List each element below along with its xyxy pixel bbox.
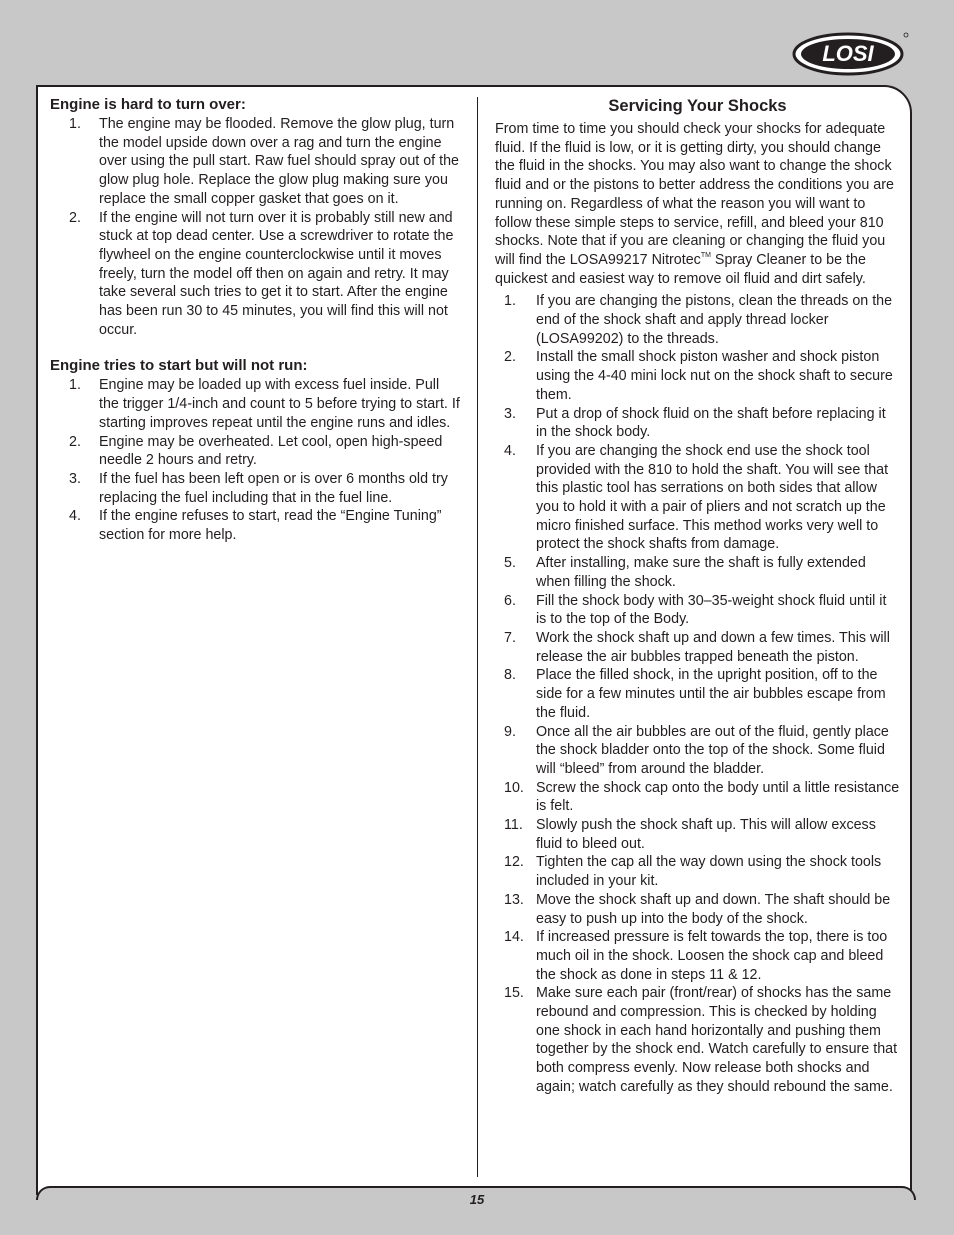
item-number: 3. — [69, 470, 81, 487]
item-text: If increased pressure is felt towards the top, there is too much oil in the shock. Loosen the shock cap and bleed the shock as done in steps 11 & 12. — [536, 929, 888, 983]
list-item — [495, 666, 900, 722]
list-item — [495, 592, 900, 629]
item-text: Place the filled shock, in the upright position, off to the side for a few minutes until the air bubbles escape from the fluid. — [536, 667, 886, 721]
troubleshooting-column — [50, 96, 462, 545]
trademark-mark: TM — [700, 251, 711, 259]
section-heading-will-not-run: Engine tries to start but will not run: — [50, 357, 308, 375]
item-number: 12. — [504, 854, 524, 871]
item-text: If the engine will not turn over it is probably still new and stuck at top dead center. Use a screwdriver to rotate the flywheel on the engine counterclockwise until it moves freely, turn the model off then on again and retry. It may take several such tries to get it to start. After the engine has been run 30 to 45 minutes, you will find this will not occur. — [99, 209, 454, 338]
item-text: If you are changing the pistons, clean the threads on the end of the shock shaft and apply thread locker (LOSA99202) to the threads. — [536, 293, 893, 347]
list-item — [495, 629, 900, 666]
list-item — [50, 209, 462, 340]
list-item — [495, 723, 900, 779]
item-text: Install the small shock piston washer and shock piston using the 4-40 mini lock nut on the shock shaft to secure them. — [536, 349, 893, 403]
item-number: 3. — [504, 405, 516, 422]
intro-paragraph — [495, 120, 900, 288]
list-item — [50, 376, 462, 432]
losi-logo-text: LOSI — [822, 41, 874, 66]
intro-text-cont: Spray Cleaner to be the quickest and easiest way to remove oil fluid and dirt safely. — [495, 251, 866, 287]
item-text: Work the shock shaft up and down a few times. This will release the air bubbles trapped beneath the piston. — [536, 629, 890, 665]
section-heading-hard-to-turn: Engine is hard to turn over: — [50, 96, 246, 113]
item-number: 1. — [504, 293, 516, 310]
item-number: 13. — [504, 891, 524, 908]
item-number: 1. — [69, 377, 81, 394]
item-text: Slowly push the shock shaft up. This will allow excess fluid to bleed out. — [536, 817, 876, 852]
will-not-run-list — [50, 376, 462, 544]
page-number: 15 — [469, 1192, 485, 1207]
item-text: If you are changing the shock end use the shock tool provided with the 810 to hold the shaft. You will see that this plastic tool has serrations on both sides that allow you to hold it with a pair of pliers and not scratch up the micro finished surface. This method works very well to protect the shock shafts from damage. — [536, 442, 889, 553]
list-item — [495, 891, 900, 928]
item-text: Make sure each pair (front/rear) of shocks has the same rebound and compression. This is checked by holding one shock in each hand horizontally and pushing them together by the shock end. Watch carefully to ensure that both compress evenly. Now release both shocks and again; watch carefully as they should rebound the same. — [536, 985, 898, 1095]
list-item — [50, 115, 462, 209]
losi-logo — [792, 30, 910, 78]
item-text: Tighten the cap all the way down using the shock tools included in your kit. — [536, 854, 882, 890]
item-number: 7. — [504, 629, 516, 646]
item-number: 2. — [69, 209, 81, 226]
item-text: The engine may be flooded. Remove the glow plug, turn the model upside down over a rag and turn the engine over using the pull start. Raw fuel should spray out of the glow plug hole. Replace the glow plug making sure you replace the small copper gasket that goes on it. — [99, 116, 460, 207]
item-text: Screw the shock cap onto the body until a little resistance is felt. — [536, 779, 900, 815]
item-number: 2. — [69, 433, 81, 450]
item-number: 9. — [504, 723, 516, 740]
item-number: 2. — [504, 349, 516, 366]
item-number: 1. — [69, 116, 81, 132]
list-item — [50, 470, 462, 507]
list-item — [50, 433, 462, 470]
item-number: 4. — [504, 442, 516, 459]
column-divider — [477, 97, 478, 1177]
shock-service-column — [495, 96, 900, 1097]
list-item — [495, 405, 900, 442]
item-text: Engine may be loaded up with excess fuel inside. Pull the trigger 1/4-inch and count to 5 before trying to start. If starting improves repeat until the engine runs and idles. — [99, 377, 460, 431]
list-item — [495, 928, 900, 984]
intro-text: From time to time you should check your shocks for adequate fluid. If the fluid is low, or it is getting dirty, you should change the fluid in the shocks. You may also want to change the shock fluid and or the pistons to better address the conditions you are running on. Regardless of what the reason you will want to follow these simple steps to service, refill, and bleed your 810 shocks. Note that if you are cleaning or changing the fluid you will find the LOSA99217 Nitrotec — [495, 121, 894, 268]
hard-to-turn-list — [50, 115, 462, 339]
item-text: If the fuel has been left open or is over 6 months old try replacing the fuel including that in the fuel line. — [99, 470, 448, 506]
item-number: 15. — [504, 985, 524, 1002]
item-number: 8. — [504, 667, 516, 684]
item-text: Fill the shock body with 30–35-weight shock fluid until it is to the top of the Body. — [536, 592, 887, 628]
item-text: Move the shock shaft up and down. The shaft should be easy to push up into the body of the shock. — [536, 891, 891, 927]
list-item — [495, 554, 900, 591]
item-text: After installing, make sure the shaft is fully extended when filling the shock. — [536, 555, 866, 590]
item-number: 10. — [504, 779, 524, 796]
item-number: 5. — [504, 555, 516, 572]
item-number: 6. — [504, 592, 516, 609]
list-item — [495, 816, 900, 853]
item-text: Engine may be overheated. Let cool, open high-speed needle 2 hours and retry. — [99, 433, 443, 469]
list-item — [495, 442, 900, 554]
section-title-servicing-shocks: Servicing Your Shocks — [608, 97, 787, 115]
list-item — [495, 984, 900, 1096]
item-number: 14. — [504, 929, 524, 946]
item-number: 11. — [504, 817, 523, 834]
item-text: If the engine refuses to start, read the “Engine Tuning” section for more help. — [99, 508, 442, 544]
list-item — [50, 507, 462, 544]
list-item — [495, 348, 900, 404]
list-item — [495, 853, 900, 890]
item-text: Put a drop of shock fluid on the shaft before replacing it in the shock body. — [536, 405, 886, 441]
list-item — [495, 292, 900, 348]
item-text: Once all the air bubbles are out of the fluid, gently place the shock bladder onto the top of the shock. Some fluid will “bleed” from around the bladder. — [536, 723, 889, 777]
item-number: 4. — [69, 508, 81, 525]
shock-steps-list — [495, 292, 900, 1096]
list-item — [495, 779, 900, 816]
